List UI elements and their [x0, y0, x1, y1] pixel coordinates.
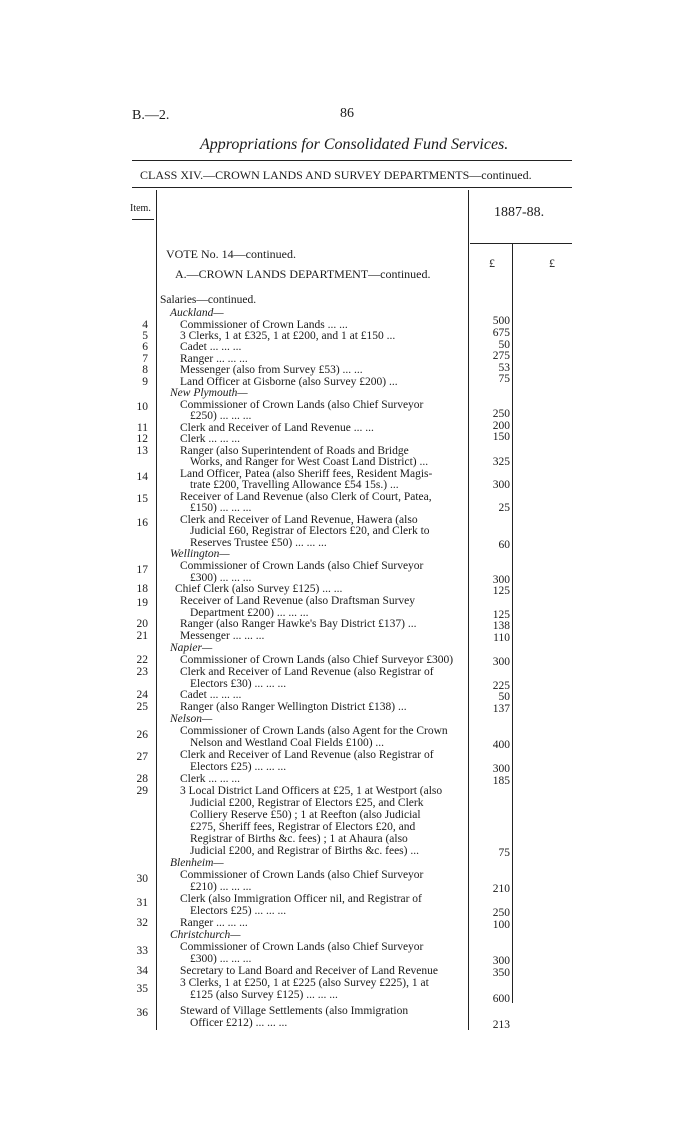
item-number: 28 — [136, 773, 148, 785]
rule-item — [132, 219, 154, 220]
item-description: Clerk and Receiver of Land Revenue ... ... — [180, 422, 374, 434]
year-heading: 1887-88. — [494, 205, 545, 220]
item-amount: 100 — [492, 919, 510, 931]
item-description: Chief Clerk (also Survey £125) ... ... — [175, 583, 343, 595]
item-description: Steward of Village Settlements (also Immigration — [180, 1005, 409, 1017]
item-description: £210) ... ... ... — [190, 881, 252, 893]
item-number: 12 — [136, 433, 148, 445]
item-number: 29 — [136, 785, 148, 797]
item-description: Clerk and Receiver of Land Revenue (also Registrar of — [180, 749, 434, 761]
item-number: 6 — [142, 341, 148, 353]
item-amount: 300 — [492, 656, 510, 668]
item-amount: 600 — [492, 993, 510, 1005]
item-number: 13 — [136, 445, 148, 457]
page-number: 86 — [340, 106, 354, 121]
item-amount: 500 — [492, 315, 510, 327]
item-description: Officer £212) ... ... ... — [190, 1017, 288, 1029]
item-number: 10 — [136, 401, 148, 413]
rule-top — [132, 160, 572, 161]
document-reference: B.—2. — [132, 108, 170, 123]
item-description: Land Officer at Gisborne (also Survey £200) ... — [180, 376, 398, 388]
item-amount: 200 — [492, 420, 510, 432]
item-description: Ranger ... ... ... — [180, 917, 248, 929]
item-column-header: Item. — [130, 203, 151, 214]
item-amount: 300 — [492, 955, 510, 967]
item-description: Electors £30) ... ... ... — [190, 678, 287, 690]
item-number: 35 — [136, 983, 148, 995]
item-description: Receiver of Land Revenue (also Draftsman Survey — [180, 595, 416, 607]
item-number: 26 — [136, 729, 148, 741]
item-description: Judicial £200, and Registrar of Births &c. fees) ... — [190, 845, 419, 857]
item-description: Judicial £60, Registrar of Electors £20, and Clerk to — [190, 525, 430, 537]
currency-symbol-2: £ — [549, 256, 555, 270]
item-description: Messenger ... ... ... — [180, 630, 265, 642]
currency-symbol-1: £ — [489, 256, 495, 270]
item-description: Department £200) ... ... ... — [190, 607, 309, 619]
item-amount: 250 — [492, 408, 510, 420]
rule-class — [132, 187, 572, 188]
item-amount: 60 — [498, 539, 510, 551]
item-amount: 250 — [492, 907, 510, 919]
item-description: Secretary to Land Board and Receiver of Land Revenue — [180, 965, 439, 977]
item-description: Colliery Reserve £50) ; 1 at Reefton (also Judicial — [190, 809, 421, 821]
item-description: Ranger (also Superintendent of Roads and Bridge — [180, 445, 409, 457]
item-amount: 50 — [498, 339, 510, 351]
item-description: Commissioner of Crown Lands (also Chief Surveyor — [180, 941, 424, 953]
item-number: 22 — [136, 654, 148, 666]
item-description: Messenger (also from Survey £53) ... ... — [180, 364, 363, 376]
item-number: 15 — [136, 493, 148, 505]
item-amount: 275 — [492, 350, 510, 362]
item-number: 5 — [142, 330, 148, 342]
item-description: trate £200, Travelling Allowance £54 15s.) ... — [190, 479, 399, 491]
item-amount: 125 — [492, 585, 510, 597]
item-number: 32 — [136, 917, 148, 929]
district-heading: Christchurch— — [170, 929, 241, 941]
item-number: 21 — [136, 630, 148, 642]
item-description: Commissioner of Crown Lands (also Chief Surveyor — [180, 399, 424, 411]
class-heading: CLASS XIV.—CROWN LANDS AND SURVEY DEPARTMENTS—continued. — [140, 168, 532, 182]
item-number: 4 — [142, 319, 148, 331]
item-number: 33 — [136, 945, 148, 957]
district-heading: Blenheim— — [170, 857, 224, 869]
item-amount: 675 — [492, 327, 510, 339]
item-description: Clerk and Receiver of Land Revenue, Hawera (also — [180, 514, 418, 526]
item-amount: 325 — [492, 456, 510, 468]
item-description: Registrar of Births &c. fees) ; 1 at Ahaura (also — [190, 833, 408, 845]
item-number: 25 — [136, 701, 148, 713]
item-description: Commissioner of Crown Lands (also Agent for the Crown — [180, 725, 448, 737]
item-description: 3 Clerks, 1 at £250, 1 at £225 (also Survey £225), 1 at — [180, 977, 429, 989]
item-number: 14 — [136, 471, 148, 483]
item-number: 8 — [142, 364, 148, 376]
item-description: 3 Local District Land Officers at £25, 1 at Westport (also — [180, 785, 443, 797]
item-amount: 25 — [498, 502, 510, 514]
rule-year — [470, 243, 572, 244]
department-heading: A.—CROWN LANDS DEPARTMENT—continued. — [175, 267, 431, 281]
item-amount: 185 — [492, 775, 510, 787]
item-description: £250) ... ... ... — [190, 410, 252, 422]
page-title: Appropriations for Consolidated Fund Services. — [200, 136, 509, 153]
item-description: Land Officer, Patea (also Sheriff fees, Resident Magis- — [180, 468, 433, 480]
item-amount: 125 — [492, 609, 510, 621]
item-amount: 350 — [492, 967, 510, 979]
item-amount: 300 — [492, 479, 510, 491]
item-amount: 53 — [498, 362, 510, 374]
item-amount: 50 — [498, 691, 510, 703]
item-amount: 75 — [498, 847, 510, 859]
item-description: Ranger ... ... ... — [180, 353, 248, 365]
item-amount: 213 — [492, 1019, 510, 1031]
item-number: 9 — [142, 376, 148, 388]
item-description: Reserves Trustee £50) ... ... ... — [190, 537, 327, 549]
column-divider-amount-inner — [512, 243, 513, 1003]
item-number: 11 — [136, 422, 148, 434]
item-number: 36 — [136, 1007, 148, 1019]
item-amount: 150 — [492, 431, 510, 443]
item-description: Ranger (also Ranger Wellington District £138) ... — [180, 701, 407, 713]
item-description: Commissioner of Crown Lands ... ... — [180, 319, 348, 331]
item-description: £300) ... ... ... — [190, 953, 252, 965]
item-description: Electors £25) ... ... ... — [190, 905, 287, 917]
district-heading: Auckland— — [170, 307, 224, 319]
district-heading: Wellington— — [170, 548, 230, 560]
item-description: Nelson and Westland Coal Fields £100) ... — [190, 737, 385, 749]
item-description: Judicial £200, Registrar of Electors £25, and Clerk — [190, 797, 424, 809]
item-number: 34 — [136, 965, 148, 977]
column-divider-amount — [468, 190, 469, 1030]
item-description: £275, Sheriff fees, Registrar of Electors £20, and — [190, 821, 416, 833]
item-number: 16 — [136, 517, 148, 529]
district-heading: Nelson— — [170, 713, 213, 725]
item-number: 18 — [136, 583, 148, 595]
item-number: 19 — [136, 597, 148, 609]
item-amount: 137 — [492, 703, 510, 715]
item-description: Commissioner of Crown Lands (also Chief Surveyor — [180, 560, 424, 572]
item-number: 20 — [136, 618, 148, 630]
item-amount: 400 — [492, 739, 510, 751]
item-description: 3 Clerks, 1 at £325, 1 at £200, and 1 at £150 ... — [180, 330, 396, 342]
item-number: 17 — [136, 564, 148, 576]
item-number: 7 — [142, 353, 148, 365]
item-description: Clerk ... ... ... — [180, 773, 241, 785]
column-divider-item — [156, 190, 157, 1030]
item-description: Cadet ... ... ... — [180, 341, 242, 353]
item-amount: 225 — [492, 680, 510, 692]
item-number: 31 — [136, 897, 148, 909]
item-description: Clerk (also Immigration Officer nil, and Registrar of — [180, 893, 422, 905]
item-number: 23 — [136, 666, 148, 678]
item-amount: 210 — [492, 883, 510, 895]
item-description: Ranger (also Ranger Hawke's Bay District £137) ... — [180, 618, 417, 630]
item-description: £300) ... ... ... — [190, 572, 252, 584]
item-number: 24 — [136, 689, 148, 701]
vote-heading: VOTE No. 14—continued. — [166, 247, 296, 261]
item-description: Commissioner of Crown Lands (also Chief Surveyor £300) — [180, 654, 454, 666]
item-description: Commissioner of Crown Lands (also Chief Surveyor — [180, 869, 424, 881]
item-amount: 300 — [492, 574, 510, 586]
item-description: Electors £25) ... ... ... — [190, 761, 287, 773]
item-amount: 138 — [492, 620, 510, 632]
item-description: Clerk ... ... ... — [180, 433, 241, 445]
item-amount: 110 — [493, 632, 510, 644]
item-description: £125 (also Survey £125) ... ... ... — [190, 989, 338, 1001]
item-description: Clerk and Receiver of Land Revenue (also Registrar of — [180, 666, 434, 678]
item-number: 27 — [136, 751, 148, 763]
item-description: Receiver of Land Revenue (also Clerk of Court, Patea, — [180, 491, 432, 503]
item-amount: 300 — [492, 763, 510, 775]
item-amount: 75 — [498, 373, 510, 385]
salaries-heading: Salaries—continued. — [160, 294, 257, 306]
district-heading: Napier— — [170, 642, 213, 654]
district-heading: New Plymouth— — [170, 387, 248, 399]
item-description: Works, and Ranger for West Coast Land District) ... — [190, 456, 429, 468]
item-description: Cadet ... ... ... — [180, 689, 242, 701]
item-number: 30 — [136, 873, 148, 885]
item-description: £150) ... ... ... — [190, 502, 252, 514]
